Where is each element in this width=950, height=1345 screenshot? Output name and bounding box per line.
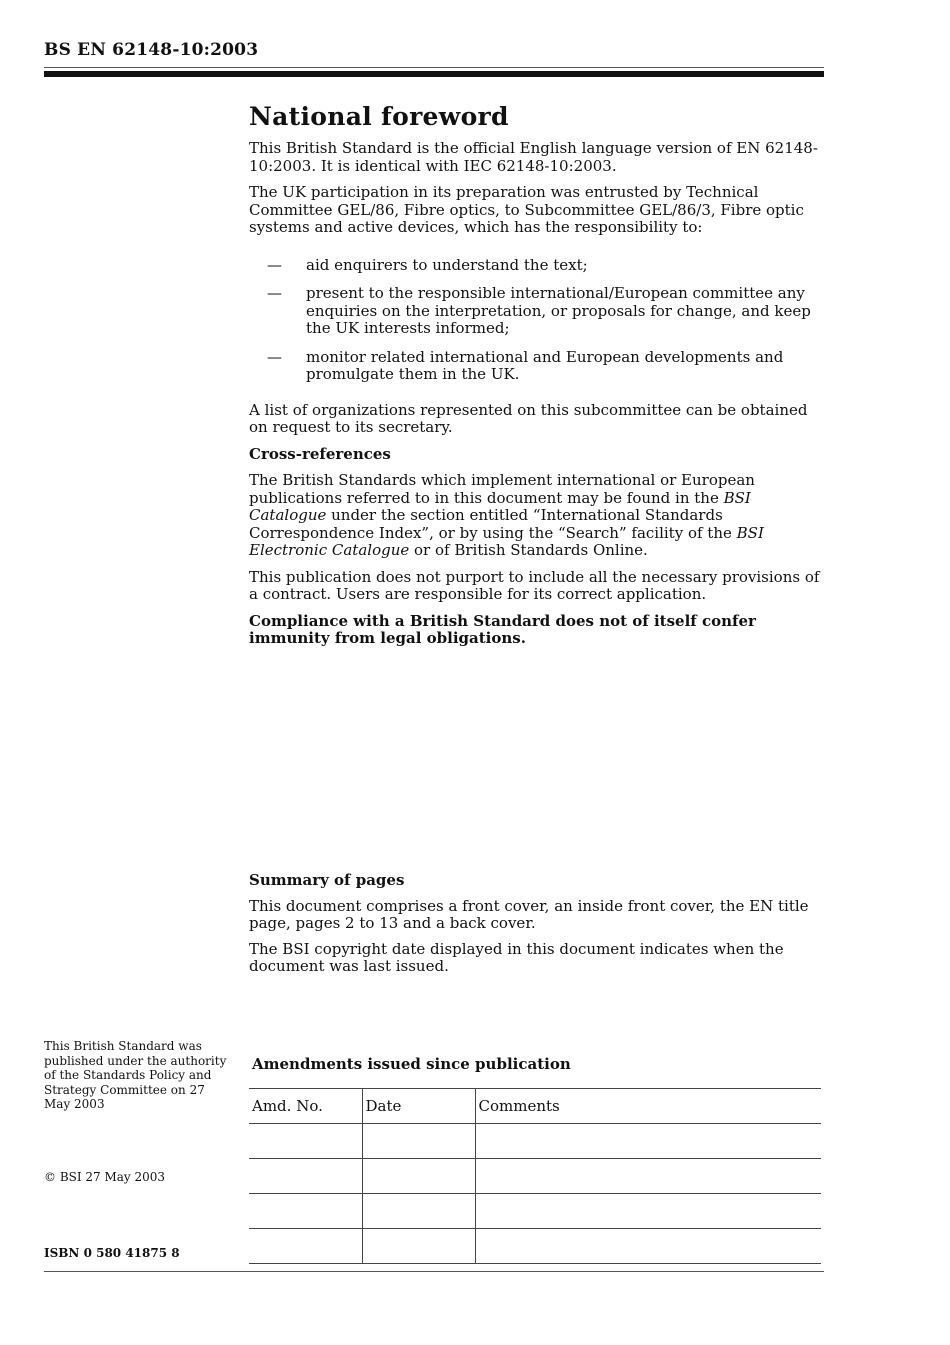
column-header-date: Date xyxy=(362,1089,475,1124)
summary-paragraph-1: This document comprises a front cover, an inside front cover, the EN title page, pages 2 to 13 and a back cover. xyxy=(249,896,809,932)
page-title: National foreword xyxy=(249,102,509,131)
foreword-paragraph-2: The UK participation in its preparation was entrusted by Technical Committee GEL/86, Fibre optics, to Subcommittee GEL/86/3, Fibre optic systems and active devices, which has the responsibility to: xyxy=(249,183,804,236)
copyright-notice: © BSI 27 May 2003 xyxy=(44,1170,166,1184)
national-foreword xyxy=(249,100,824,657)
list-item: — aid enquirers to understand the text; xyxy=(267,255,588,274)
document-designation: BS EN 62148-10:2003 xyxy=(44,40,259,60)
foreword-paragraph-1: This British Standard is the official English language version of EN 62148-10:2003. It is identical with IEC 62148-10:2003. xyxy=(249,139,818,175)
summary-heading: Summary of pages xyxy=(249,871,405,889)
table-row xyxy=(249,1194,821,1229)
bsi-electronic-catalogue-title: BSI Electronic Catalogue xyxy=(249,523,764,559)
isbn: ISBN 0 580 41875 8 xyxy=(44,1246,180,1260)
list-item: — present to the responsible international/European committee any enquiries on the interpretation, or proposals for change, and keep the UK interests informed; xyxy=(267,284,811,337)
list-dash: — xyxy=(267,347,282,366)
cross-references-paragraph: The British Standards which implement international or European publications referred to in this document may be found in the BSI Catalogue under the section entitled “International Standards Correspondence Index”, or by using the “Search” facility of the BSI Electronic Catalogue or of British Standards Online. xyxy=(249,471,764,559)
compliance-statement: Compliance with a British Standard does not of itself confer immunity from legal obligations. xyxy=(249,611,756,647)
list-item: — monitor related international and European developments and promulgate them in the UK. xyxy=(267,347,784,383)
header-rule-thin xyxy=(44,67,824,68)
footer-rule xyxy=(44,1271,824,1272)
header-rule-thick xyxy=(44,71,824,77)
foreword-paragraph-3: A list of organizations represented on this subcommittee can be obtained on request to its secretary. xyxy=(249,400,808,436)
table-header-row xyxy=(249,1089,821,1124)
publication-note: This British Standard was published under the authority of the Standards Policy and Strategy Committee on 27 May 2003 xyxy=(44,1039,227,1111)
cross-references-heading: Cross-references xyxy=(249,444,391,463)
foreword-paragraph-4: This publication does not purport to include all the necessary provisions of a contract. Users are responsible for its correct application. xyxy=(249,567,820,603)
column-header-amd-no: Amd. No. xyxy=(249,1089,362,1124)
list-dash: — xyxy=(267,255,282,274)
summary-of-pages xyxy=(249,872,824,984)
amendments-title: Amendments issued since publication xyxy=(252,1055,571,1073)
table-row xyxy=(249,1229,821,1264)
responsibility-list xyxy=(249,257,824,384)
list-dash: — xyxy=(267,284,282,302)
table-row xyxy=(249,1159,821,1194)
table-row xyxy=(249,1124,821,1159)
summary-paragraph-2: The BSI copyright date displayed in this document indicates when the document was last issued. xyxy=(249,939,784,975)
column-header-comments: Comments xyxy=(475,1089,821,1124)
amendments-table xyxy=(249,1088,821,1264)
bsi-catalogue-title: BSI Catalogue xyxy=(249,488,751,524)
